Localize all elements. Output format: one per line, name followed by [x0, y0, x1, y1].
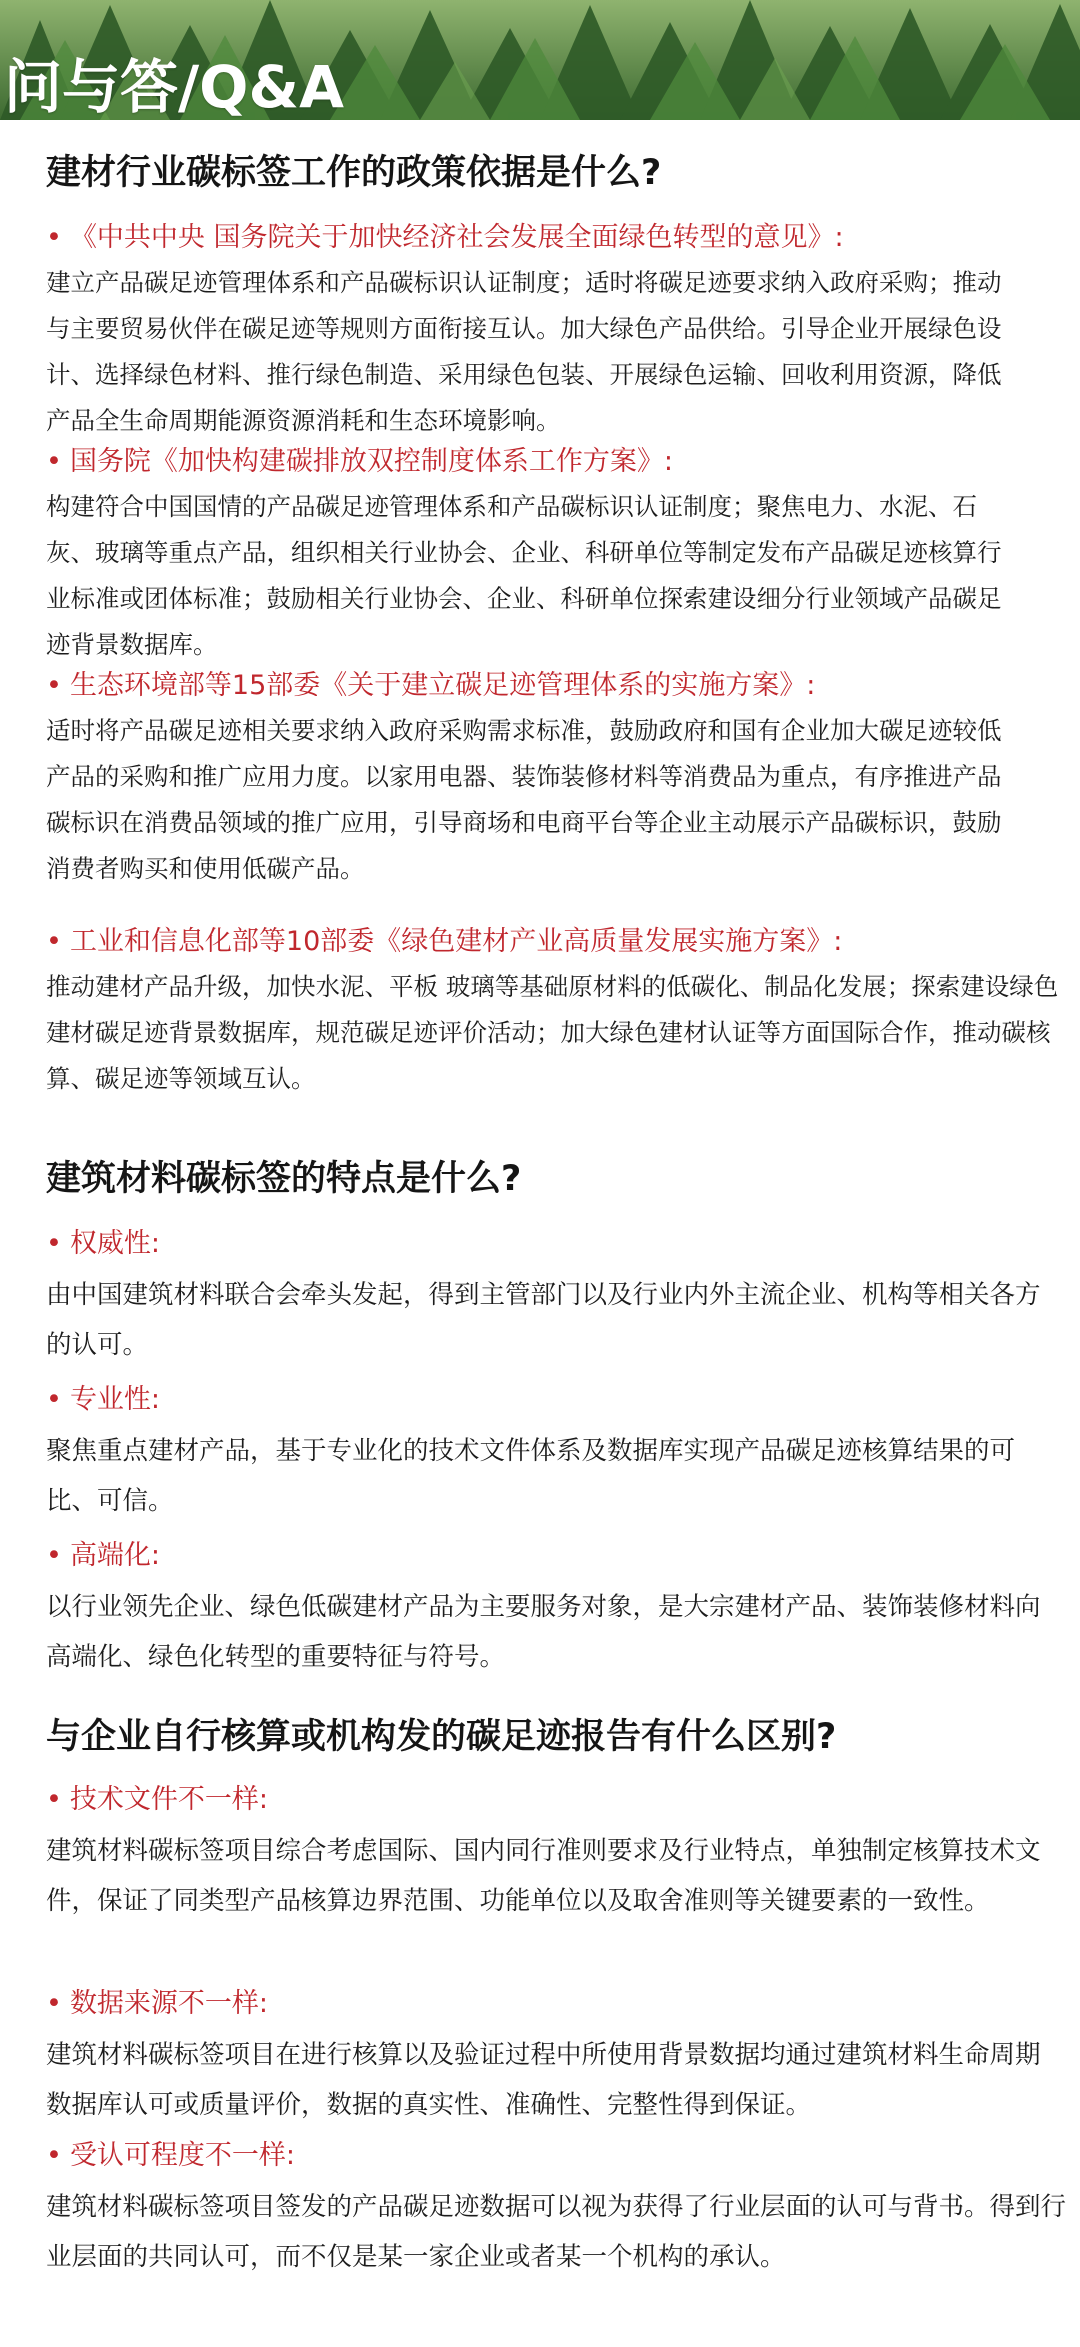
question-heading: 建筑材料碳标签的特点是什么? — [46, 1159, 522, 1199]
point-heading: • 技术文件不一样: — [46, 1784, 269, 1815]
point-heading: • 工业和信息化部等10部委《绿色建材产业高质量发展实施方案》: — [46, 926, 843, 957]
header-banner — [0, 0, 1080, 120]
point-heading: • 《中共中央 国务院关于加快经济社会发展全面绿色转型的意见》: — [46, 222, 844, 253]
point-body: 建筑材料碳标签项目综合考虑国际、国内同行准则要求及行业特点，单独制定核算技术文件，保证了同类型产品核算边界范围、功能单位以及取舍准则等关键要素的一致性。 — [46, 1836, 1041, 1916]
point-body: 建筑材料碳标签项目在进行核算以及验证过程中所使用背景数据均通过建筑材料生命周期数据库认可或质量评价，数据的真实性、准确性、完整性得到保证。 — [46, 2040, 1041, 2120]
point-body: 适时将产品碳足迹相关要求纳入政府采购需求标准，鼓励政府和国有企业加大碳足迹较低产品的采购和推广应用力度。以家用电器、装饰装修材料等消费品为重点，有序推进产品碳标识在消费品领域的推广应用，引导商场和电商平台等企业主动展示产品碳标识，鼓励消费者购买和使用低碳产品。 — [46, 716, 1002, 883]
point-heading: • 数据来源不一样: — [46, 1988, 269, 2019]
point-body: 构建符合中国国情的产品碳足迹管理体系和产品碳标识认证制度；聚焦电力、水泥、石灰、玻璃等重点产品，组织相关行业协会、企业、科研单位等制定发布产品碳足迹核算行业标准或团体标准；鼓励相关行业协会、企业、科研单位探索建设细分行业领域产品碳足迹背景数据库。 — [46, 492, 1002, 659]
question-heading: 建材行业碳标签工作的政策依据是什么? — [46, 153, 662, 193]
point-heading: • 高端化: — [46, 1540, 161, 1571]
bullet-icon: • — [46, 222, 62, 253]
point-heading: • 权威性: — [46, 1228, 161, 1259]
point-body: 建筑材料碳标签项目签发的产品碳足迹数据可以视为获得了行业层面的认可与背书。得到行业层面的共同认可，而不仅是某一家企业或者某一个机构的承认。 — [46, 2192, 1067, 2272]
point-heading: • 受认可程度不一样: — [46, 2140, 296, 2171]
bullet-icon: • — [46, 926, 62, 957]
point-body: 推动建材产品升级，加快水泥、平板 玻璃等基础原材料的低碳化、制品化发展；探索建设绿色建材碳足迹背景数据库，规范碳足迹评价活动；加大绿色建材认证等方面国际合作，推动碳核算、碳足迹等领域互认。 — [46, 972, 1059, 1093]
point-body: 聚焦重点建材产品，基于专业化的技术文件体系及数据库实现产品碳足迹核算结果的可比、可信。 — [46, 1436, 1016, 1516]
question-heading: 与企业自行核算或机构发的碳足迹报告有什么区别? — [46, 1717, 837, 1757]
point-heading: • 专业性: — [46, 1384, 161, 1415]
page-title: 问与答/Q&A — [4, 53, 344, 120]
bullet-icon: • — [46, 446, 62, 477]
point-body: 由中国建筑材料联合会牵头发起，得到主管部门以及行业内外主流企业、机构等相关各方的认可。 — [46, 1280, 1041, 1360]
bullet-icon: • — [46, 670, 62, 701]
bullet-icon: • — [46, 1988, 62, 2019]
point-body: 以行业领先企业、绿色低碳建材产品为主要服务对象，是大宗建材产品、装饰装修材料向高端化、绿色化转型的重要特征与符号。 — [46, 1592, 1041, 1672]
bullet-icon: • — [46, 1384, 62, 1415]
bullet-icon: • — [46, 1228, 62, 1259]
bullet-icon: • — [46, 2140, 62, 2171]
bullet-icon: • — [46, 1784, 62, 1815]
point-heading: • 国务院《加快构建碳排放双控制度体系工作方案》: — [46, 446, 674, 477]
point-body: 建立产品碳足迹管理体系和产品碳标识认证制度；适时将碳足迹要求纳入政府采购；推动与主要贸易伙伴在碳足迹等规则方面衔接互认。加大绿色产品供给。引导企业开展绿色设计、选择绿色材料、推行绿色制造、采用绿色包装、开展绿色运输、回收利用资源，降低产品全生命周期能源资源消耗和生态环境影响。 — [46, 268, 1002, 435]
point-heading: • 生态环境部等15部委《关于建立碳足迹管理体系的实施方案》: — [46, 670, 816, 701]
bullet-icon: • — [46, 1540, 62, 1571]
